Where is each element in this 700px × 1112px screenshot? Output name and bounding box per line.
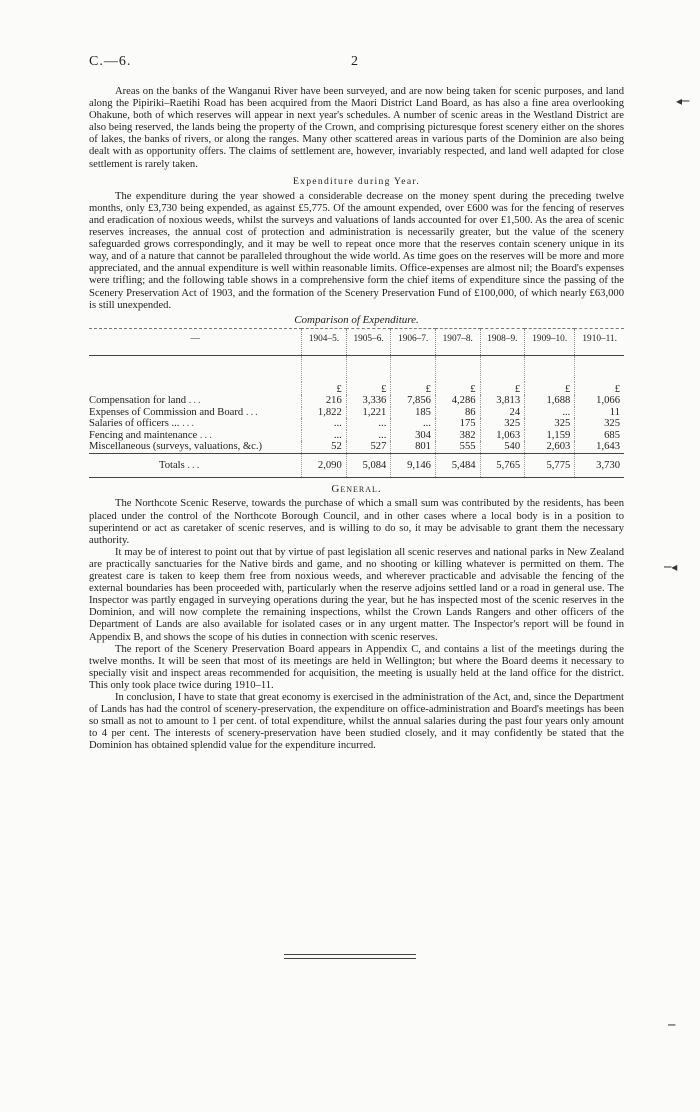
table-cell: ...	[346, 418, 391, 430]
table-row	[89, 418, 624, 430]
table-cell: 1,066	[575, 395, 624, 407]
table-cell: 304	[391, 430, 436, 442]
table-cell: 555	[435, 441, 480, 453]
table-cell: 325	[575, 418, 624, 430]
total-cell: 5,084	[346, 453, 391, 478]
paragraph-expenditure: The expenditure during the year showed a considerable decrease on the money spent during the preceding twelve months, only £3,730 being expended, as against £5,775. Of the amount expended, over £600 was for the fencing of reserves and eradication of noxious weeds, whilst the surveys and valuations of lands accounted for over £1,500. As the area of scenic reserves increases, the annual cost of protection and administration is necessarily greater, but the value of the scenery safeguarded grows correspondingly, and it may be well to repeat once more that the reserves contain scenery unique in its way, and of a nature that cannot be paralleled throughout the wide world. As time goes on the reserves will be more and more appreciated, and the annual expenditure is well within reasonable limits. Office-expenses are almost nil; the Board's expenses were trifling; and the following table shows in a comprehensive form the chief items of expenditure since the passing of the Scenery Preservation Act of 1903, and the formation of the Scenery Preservation Fund of £100,000, of which nearly £63,000 is still unexpended.	[89, 190, 624, 311]
unit-cell: £	[391, 382, 436, 396]
table-cell: 1,063	[480, 430, 525, 442]
table-cell: 216	[302, 395, 347, 407]
unit-cell: £	[435, 382, 480, 396]
table-row	[89, 430, 624, 442]
table-cell: 24	[480, 407, 525, 419]
table-spacer-row	[89, 355, 624, 382]
paragraph-scenic-areas: Areas on the banks of the Wanganui River have been surveyed, and are now being taken for scenic purposes, and land along the Pipiriki–Raetihi Road has been acquired from the Maori District Land Board, as has also a fine area overlooking Ohakune, both of which reserves will appear in next year's schedules. A number of scenic areas in the Westland District are also being reserved, the lands being the property of the Crown, and comprising picturesque forest scenery either on the shores of lakes, the banks of rivers, or along the ranges. Many other scattered areas in various parts of the Dominion are also being dealt with as opportunity offers. The claims of settlement are, however, invariably respected, and land well adapted for close settlement is rarely taken.	[89, 86, 624, 170]
row-label: Fencing and maintenance ...	[89, 429, 214, 441]
row-label: Compensation for land ...	[89, 395, 203, 407]
heading-expenditure: Expenditure during Year.	[292, 175, 421, 187]
table-cell: 325	[525, 418, 575, 430]
unit-cell: £	[525, 382, 575, 396]
table-cell: 7,856	[391, 395, 436, 407]
document-id: C.—6.	[89, 54, 132, 69]
margin-tick-icon: ─	[668, 1018, 676, 1032]
expenditure-table	[89, 328, 624, 479]
table-cell: 86	[435, 407, 480, 419]
table-cell: 1,159	[525, 430, 575, 442]
table-cell: 3,336	[346, 395, 391, 407]
table-cell: 4,286	[435, 395, 480, 407]
paragraph-conclusion: In conclusion, I have to state that great economy is exercised in the administration of the Act, and, since the Department of Lands has had the control of scenery-preservation, the expenditure on office-administration and Board's meetings has been so small as not to amount to 1 per cent. of total expenditure, whilst the annual salaries during the past four years only amount to 4 per cent. The interests of scenery-preservation have been studied closely, and it may confidently be stated that the Dominion has obtained splendid value for the expenditure incurred.	[89, 691, 624, 752]
totals-label: Totals ...	[89, 453, 302, 478]
unit-cell: £	[575, 382, 624, 396]
row-label: Miscellaneous (surveys, valuations, &c.)	[89, 441, 262, 453]
table-title: Comparison of Expenditure.	[294, 313, 419, 326]
table-cell: ...	[302, 418, 347, 430]
paragraph-board-report: The report of the Scenery Preservation Board appears in Appendix C, and contains a list of the meetings during the twelve months. It will be seen that most of its meetings are held in Wellington; but where the Board deems it necessary to specially visit and inspect areas recommended for acquisition, the meeting is usually held at the land office for the district. This only took place twice during 1910–11.	[89, 643, 624, 691]
total-cell: 5,775	[525, 453, 575, 478]
table-cell: 685	[575, 430, 624, 442]
table-cell: 540	[480, 441, 525, 453]
table-cell: ...	[525, 407, 575, 419]
unit-cell: £	[480, 382, 525, 396]
table-header-row	[89, 328, 624, 355]
table-cell: 382	[435, 430, 480, 442]
page-header	[89, 54, 624, 74]
heading-general: General.	[331, 483, 382, 496]
column-header: 1904–5.	[302, 328, 347, 355]
row-label: Expenses of Commission and Board ...	[89, 406, 260, 418]
total-cell: 3,730	[575, 453, 624, 478]
column-header: 1907–8.	[435, 328, 480, 355]
currency-unit-row	[89, 382, 624, 396]
table-cell: 1,822	[302, 407, 347, 419]
table-cell: 185	[391, 407, 436, 419]
row-label: Salaries of officers ... ...	[89, 418, 197, 430]
paragraph-sanctuaries: It may be of interest to point out that by virtue of past legislation all scenic reserves and national parks in New Zealand are practically sanctuaries for the Native birds and game, and no shooting or killing whatever is permitted on them. The greatest care is taken to keep them free from noxious weeds, and wherever practicable and advisable the fencing of the external boundaries has been proceeded with, particularly when the reserve adjoins settled land or a road in general use. The Inspector was partly engaged in surveying operations during the year, but he has inspected most of the scenic reserves in the Dominion, and will now complete the remaining inspections, whilst the Crown Lands Rangers and other officers of the Department of Lands are also available for isolated cases or in any urgent matter. The Inspector's report will be found in Appendix B, and shows the scope of his duties in connection with scenic reserves.	[89, 546, 624, 643]
table-cell: ...	[391, 418, 436, 430]
table-row	[89, 441, 624, 453]
header-label-column: —	[190, 333, 200, 344]
table-cell: ...	[346, 430, 391, 442]
totals-row	[89, 453, 624, 478]
unit-cell: £	[346, 382, 391, 396]
table-cell: 175	[435, 418, 480, 430]
table-cell: 1,221	[346, 407, 391, 419]
page-number: 2	[351, 54, 358, 69]
total-cell: 5,765	[480, 453, 525, 478]
column-header: 1910–11.	[575, 328, 624, 355]
margin-arrow-icon: ─◂	[664, 560, 678, 574]
column-header: 1909–10.	[525, 328, 575, 355]
table-cell: 2,603	[525, 441, 575, 453]
table-cell: 1,688	[525, 395, 575, 407]
table-row	[89, 395, 624, 407]
total-cell: 2,090	[302, 453, 347, 478]
paragraph-northcote: The Northcote Scenic Reserve, towards the purchase of which a small sum was contributed by the residents, has been placed under the control of the Northcote Borough Council, and in other cases where a local body is in a position to superintend or act as caretaker of scenic reserves, and is willing to do so, it may be advisable to grant them the necessary authority.	[89, 498, 624, 546]
column-header: 1906–7.	[391, 328, 436, 355]
column-header: 1905–6.	[346, 328, 391, 355]
table-cell: ...	[302, 430, 347, 442]
closing-rule	[284, 954, 416, 962]
table-cell: 11	[575, 407, 624, 419]
total-cell: 9,146	[391, 453, 436, 478]
table-cell: 52	[302, 441, 347, 453]
table-row	[89, 407, 624, 419]
table-cell: 1,643	[575, 441, 624, 453]
column-header: 1908–9.	[480, 328, 525, 355]
unit-cell: £	[302, 382, 347, 396]
table-cell: 3,813	[480, 395, 525, 407]
page-body	[89, 86, 624, 752]
total-cell: 5,484	[435, 453, 480, 478]
table-cell: 801	[391, 441, 436, 453]
table-cell: 527	[346, 441, 391, 453]
table-cell: 325	[480, 418, 525, 430]
margin-arrow-icon: ◂─	[676, 94, 690, 108]
